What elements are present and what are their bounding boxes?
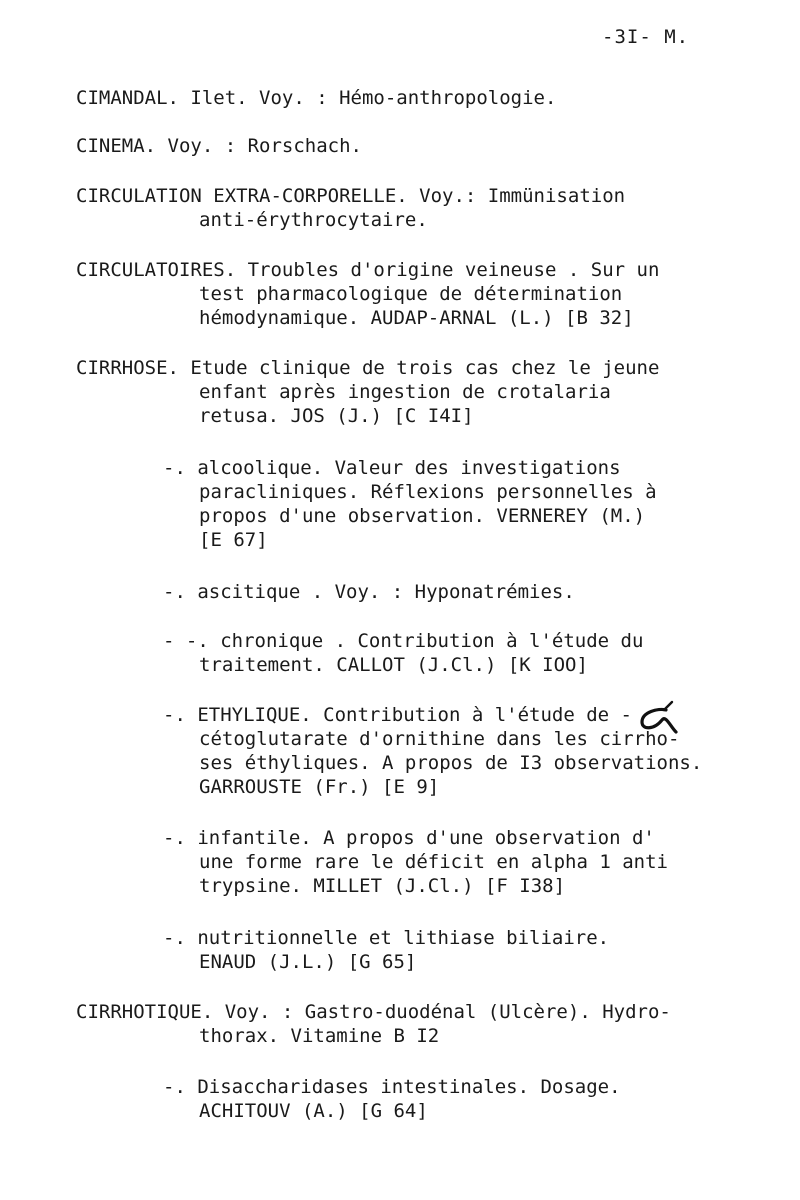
- entry-line: retusa. JOS (J.) [C I4I]: [199, 405, 474, 427]
- entry-line: -. ascitique . Voy. : Hyponatrémies.: [163, 581, 575, 603]
- entry-line: CIRRHOSE. Etude clinique de trois cas chez le jeune: [76, 357, 660, 379]
- entry-line: cétoglutarate d'ornithine dans les cirrho-: [199, 728, 680, 750]
- entry-line: ENAUD (J.L.) [G 65]: [199, 951, 417, 973]
- entry-line: CIRCULATOIRES. Troubles d'origine veineuse . Sur un: [76, 259, 660, 281]
- entry-line: paracliniques. Réflexions personnelles à: [199, 481, 657, 503]
- entry-line: [E 67]: [199, 529, 268, 551]
- entry-line: traitement. CALLOT (J.Cl.) [K IOO]: [199, 654, 588, 676]
- entry-line: -. infantile. A propos d'une observation d': [163, 827, 655, 849]
- entry-line: une forme rare le déficit en alpha 1 anti: [199, 851, 668, 873]
- entry-line: GARROUSTE (Fr.) [E 9]: [199, 776, 440, 798]
- entry-line: propos d'une observation. VERNEREY (M.): [199, 505, 646, 527]
- entry-line: hémodynamique. AUDAP-ARNAL (L.) [B 32]: [199, 307, 634, 329]
- entry-line: -. alcoolique. Valeur des investigations: [163, 457, 621, 479]
- entry-line: test pharmacologique de détermination: [199, 283, 623, 305]
- entry-line: thorax. Vitamine B I2: [199, 1025, 440, 1047]
- handwritten-alpha-mark: [636, 700, 680, 736]
- entry-line: CIMANDAL. Ilet. Voy. : Hémo-anthropologie.: [76, 87, 557, 109]
- entry-line: trypsine. MILLET (J.Cl.) [F I38]: [199, 875, 566, 897]
- entry-line: ACHITOUV (A.) [G 64]: [199, 1100, 428, 1122]
- entry-line: CINEMA. Voy. : Rorschach.: [76, 135, 362, 157]
- entry-line: - -. chronique . Contribution à l'étude du: [163, 630, 644, 652]
- entry-line: ses éthyliques. A propos de I3 observations.: [199, 752, 703, 774]
- entry-line: CIRRHOTIQUE. Voy. : Gastro-duodénal (Ulcère). Hydro-: [76, 1001, 671, 1023]
- entry-line: enfant après ingestion de crotalaria: [199, 381, 611, 403]
- entry-line: CIRCULATION EXTRA-CORPORELLE. Voy.: Immünisation: [76, 185, 626, 207]
- entry-line: -. ETHYLIQUE. Contribution à l'étude de -: [163, 704, 632, 726]
- entry-line: -. Disaccharidases intestinales. Dosage.: [163, 1076, 621, 1098]
- entry-line: -. nutritionnelle et lithiase biliaire.: [163, 927, 610, 949]
- page-number: -3I- M.: [602, 26, 690, 48]
- entry-line: anti-érythrocytaire.: [199, 209, 428, 231]
